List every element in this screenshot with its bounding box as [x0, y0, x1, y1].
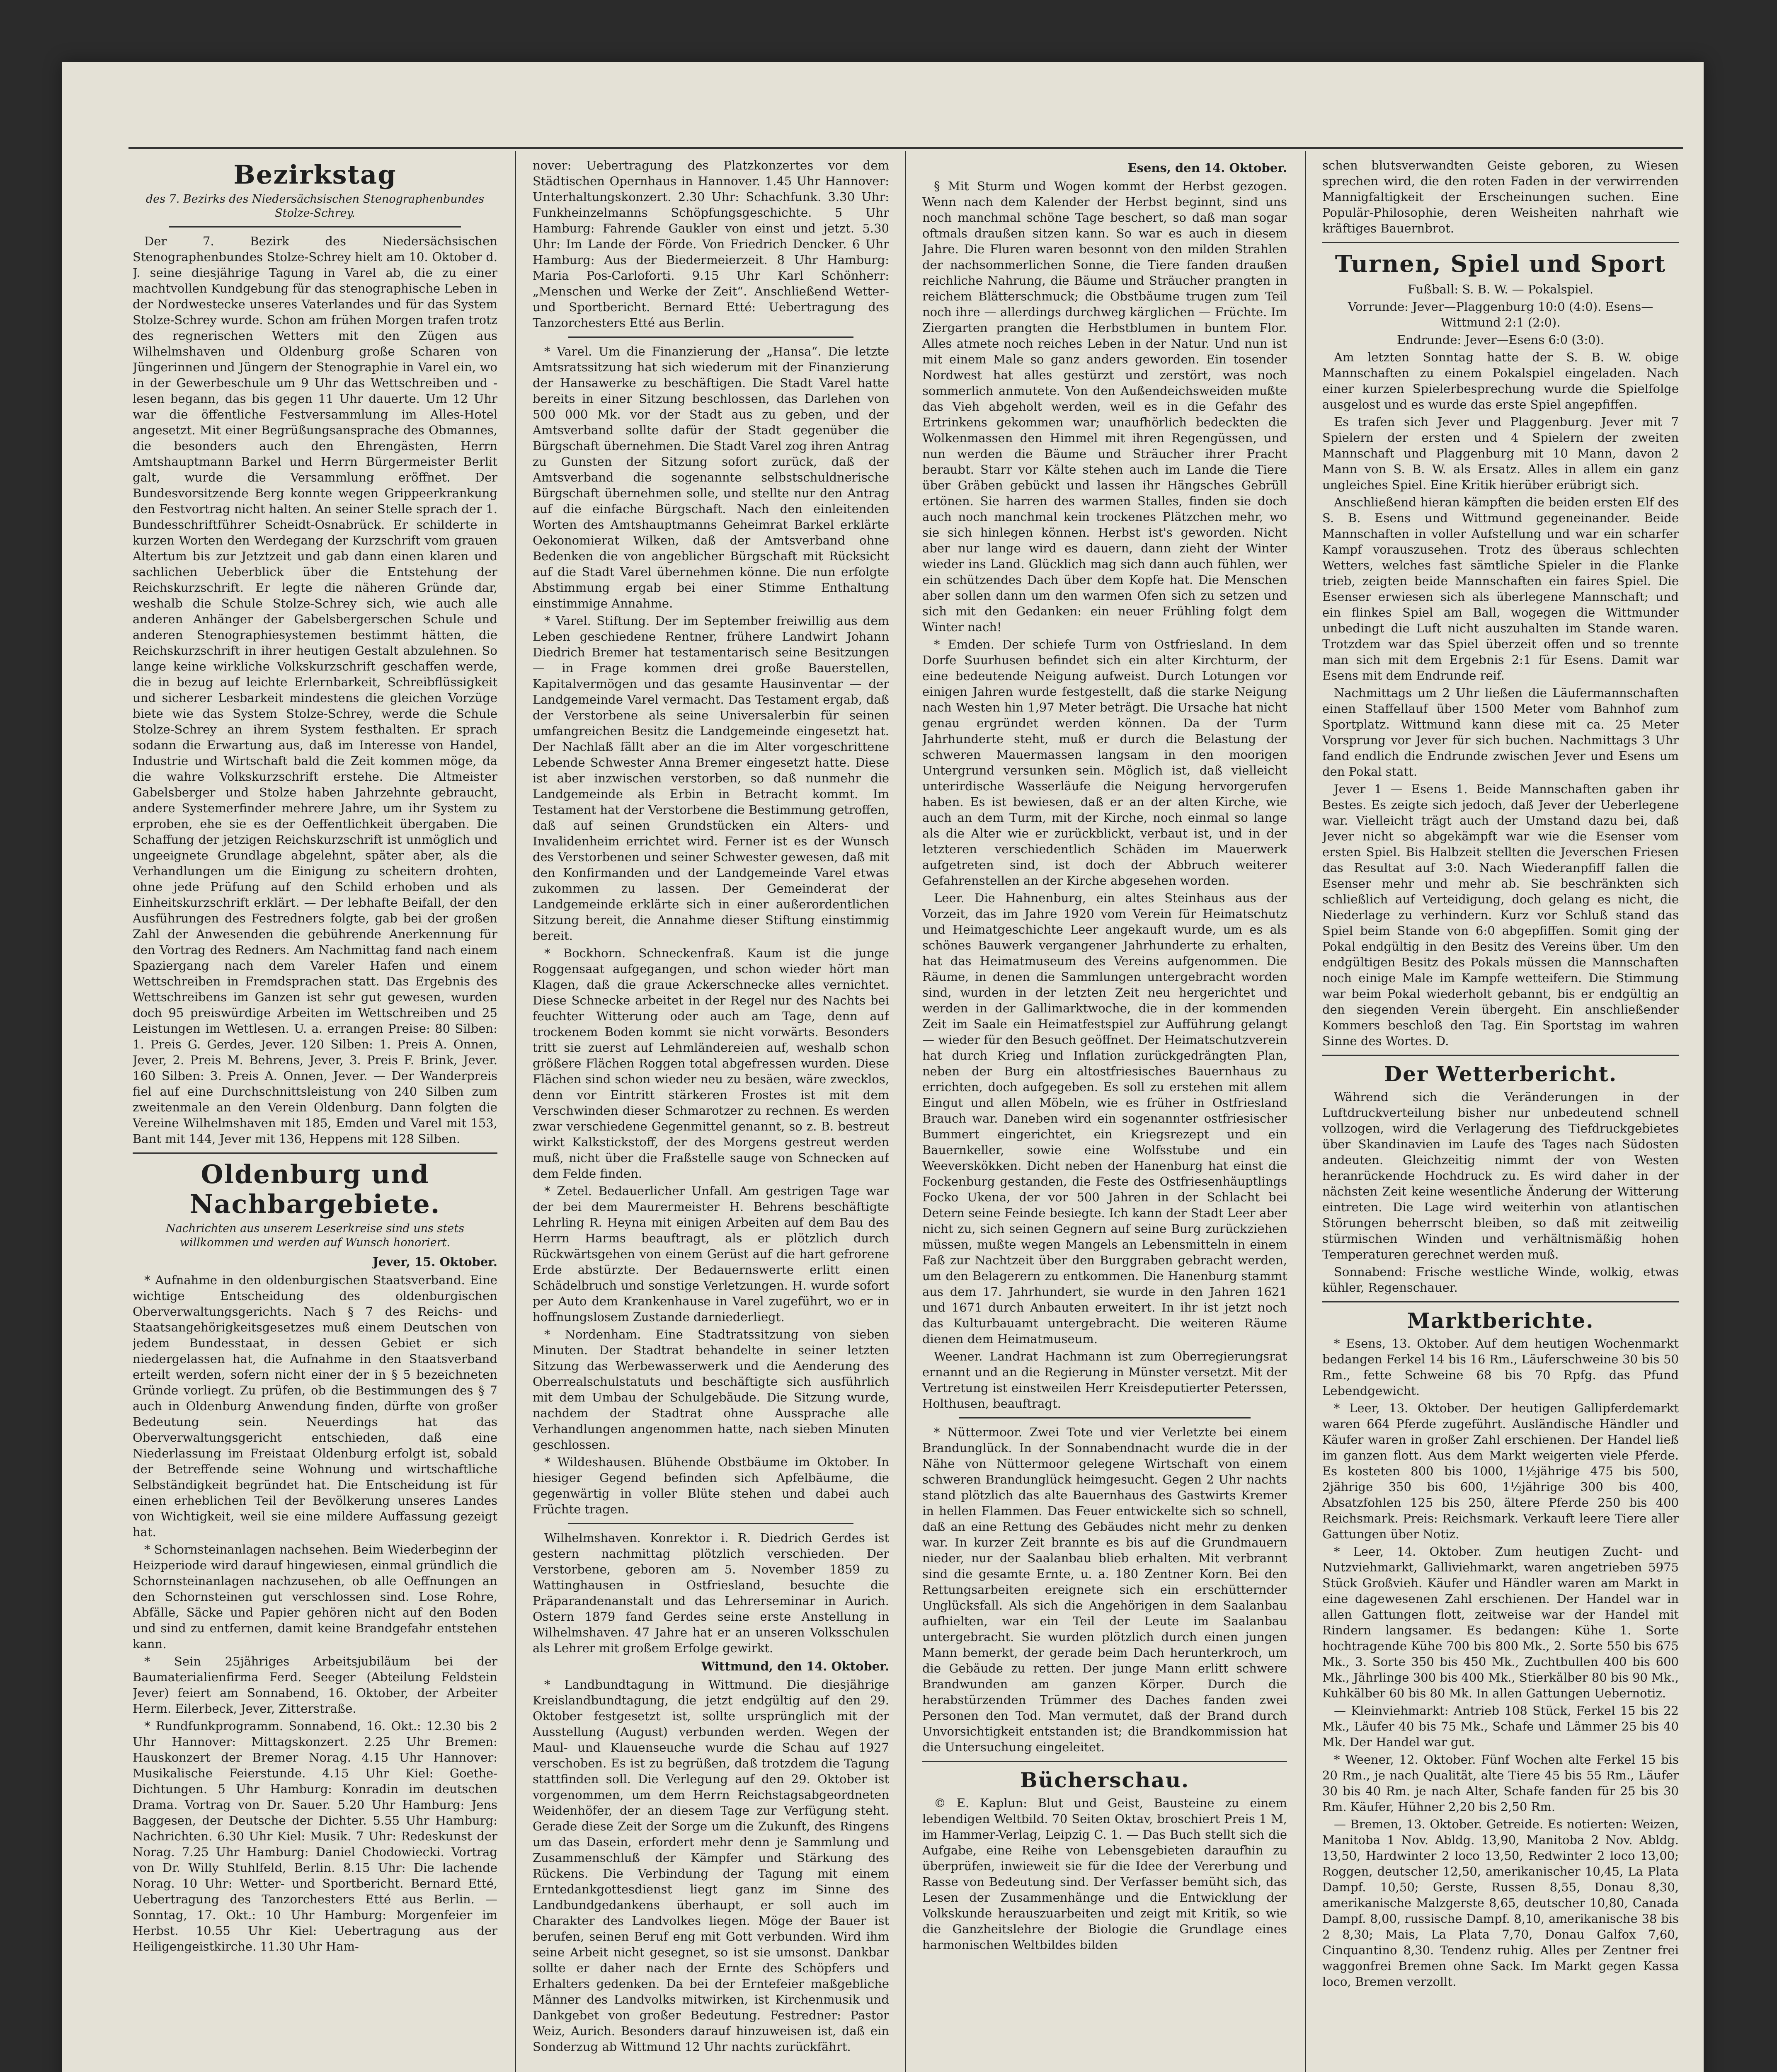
- column-rule-2: [905, 151, 906, 2072]
- top-rule: [128, 147, 1683, 149]
- markt-leer-vieh: * Leer, 14. Oktober. Zum heutigen Zucht- und Nutzviehmarkt, Galliviehmarkt, waren angetrieben 5975 Stück Großvieh. Käufer und Händler waren am Markt in eine dagewesenen Zahl erschienen. Der Handel war in allen Gattungen flott, zeitweise war der Handel mit Rindern langsamer. Es bedangen: Kühe 1. Sorte hochtragende Kühe 700 bis 800 Mk., 2. Sorte 550 bis 675 Mk., 3. Sorte 350 bis 450 Mk., Zuchtbullen 400 bis 600 Mk., Jährlinge 300 bis 400 Mk., Stierkälber 80 bis 90 Mk., Kuhkälber 60 bis 80 Mk. In allen Gattungen Uebernotiz.: [1322, 1544, 1679, 1700]
- headline-bezirkstag: Bezirkstag: [233, 160, 397, 190]
- article-nuettermoor: * Nüttermoor. Zwei Tote und vier Verletzte bei einem Brandunglück. In der Sonnabendnacht wurde die in der Nähe von Nüttermoor gelegene Wirtschaft von einem schweren Brandunglück heimgesucht. Gegen 2 Uhr nachts stand plötzlich das alte Bauernhaus des Gastwirts Kremer in hellen Flammen. Das Feuer entwickelte sich so schnell, daß an eine Rettung des Gebäudes nicht mehr zu denken war. In kurzer Zeit brannte es bis auf die Grundmauern nieder, nur der Saalanbau blieb erhalten. Mit verbrannt sind die gesamte Ernte, u. a. 180 Zentner Korn. Bei den Rettungsarbeiten ereignete sich ein erschütternder Unglücksfall. Als sich die Angehörigen in dem Saalanbau aufhielten, war ein Teil der Leute im Saalanbau untergebracht. Sie wurden plötzlich durch einen jungen Mann bemerkt, der gerade beim Dach herunterkroch, um die Gebäude zu retten. Der junge Mann erlitt schwere Brandwunden am ganzen Körper. Durch die herabstürzenden Trümmer des Daches fanden zwei Personen den Tod. Man vermutet, daß der Brand durch Unvorsichtigkeit entstanden ist; die Brandkommission hat die Untersuchung eingeleitet.: [922, 1425, 1287, 1754]
- article-emden: * Emden. Der schiefe Turm von Ostfriesland. In dem Dorfe Suurhusen befindet sich ein alter Kirchturm, der eine bedeutende Neigung aufweist. Durch Lotungen vor einigen Jahren wurde festgestellt, daß die starke Neigung nach Westen hin 1,97 Meter beträgt. Die Ursache hat nicht genau ergründet werden können. Da der Turm Jahrhunderte steht, muß er durch die Belastung der schweren Mauermassen langsam in den moorigen Untergrund versunken sein. Möglich ist, daß vielleicht unterirdische Wasserläufe die Neigung hervorgerufen haben. Es ist bewiesen, daß er an der alten Kirche, wie auch an dem Turm, mit der Kirche, noch einmal so lange als die Alter wie er zurückblickt, verbaut ist, und in der letzteren verschiedentlich Schäden im Mauerwerk aufgetreten sind, ist doch der Abbruch weiterer Gefahrenstellen an der Kirche abgesehen worden.: [922, 637, 1287, 888]
- article-sport-1: Am letzten Sonntag hatte der S. B. W. obige Mannschaften zu einem Pokalspiel eingeladen. Nach einer kurzen Spielerbesprechung wurde die Spielfolge ausgelost und es wurde das erste Spiel angepfiffen.: [1322, 350, 1679, 411]
- article-herbst: § Mit Sturm und Wogen kommt der Herbst gezogen. Wenn nach dem Kalender der Herbst beginnt, sind uns noch manchmal schöne Tage beschert, so daß man sogar oftmals draußen sitzen kann. So war es auch in diesem Jahre. Die Fluren waren besonnt von den milden Strahlen der nachsommerlichen Sonne, die Tiere fanden draußen reichliche Nahrung, die Bäume und Sträucher prangten in reichem Blätterschmuck; die Obstbäume trugen zum Teil noch ihre — allerdings durchweg kärglichen — Früchte. Im Ziergarten prangten die Herbstblumen in buntem Flor. Alles atmete noch reiches Leben in der Natur. Und nun ist mit einem Male so ganz anders geworden. Ein tosender Nordwest hat alles gestürzt und zerstört, was noch sommerlich anmutete. Von den Außendeichsweiden mußte das Vieh abgeholt werden, weil es in die Gefahr des Ertrinkens gekommen war; unaufhörlich bedeckten die Wolkenmassen den Himmel mit ihren Regengüssen, und nun werden die Bäume und Sträucher ihrer Pracht beraubt. Starr vor Kälte stehen auch im Lande die Tiere über Gräben gebückt und lassen ihr Hängsches Gebrüll ertönen. Sie harren des warmen Stalles, finden sie doch auch noch manchmal kein trockenes Plätzchen mehr, wo sie sich hinlegen können. Herbst ist's geworden. Nicht aber nur lange wird es dauern, dann zieht der Winter wieder ins Land. Glücklich mag sich dann auch fühlen, wer ein schützendes Dach über dem Kopfe hat. Die Menschen aber sollen dann um den warmen Ofen sich zu setzen und sich mit den Gedanken: ein neuer Frühling folgt dem Winter nach!: [922, 179, 1287, 634]
- subheadline-bezirkstag: des 7. Bezirks des Niedersächsischen Stenographenbundes Stolze-Schrey.: [145, 193, 485, 220]
- markt-kleinvieh: — Kleinviehmarkt: Antrieb 108 Stück, Ferkel 15 bis 22 Mk., Läufer 40 bis 75 Mk., Schafe und Lämmer 25 bis 40 Mk. Der Handel war gut.: [1322, 1704, 1679, 1749]
- article-buch-kaplun: © E. Kaplun: Blut und Geist, Bausteine zu einem lebendigen Weltbild. 70 Seiten Oktav, broschiert Preis 1 M, im Hammer-Verlag, Leipzig C. 1. — Das Buch stellt sich die Aufgabe, eine Reihe von Lebensgebieten daraufhin zu überprüfen, inwieweit sie für die Idee der Vererbung und Rasse von Bedeutung sind. Der Verfasser bemüht sich, das Lesen der Zusammenhänge und die Entwicklung der Volkskunde herauszuarbeiten und zeigt mit Kritik, so wie die Ganzheitslehre der Biologie die Grundlage eines harmonischen Weltbildes bilden: [922, 1796, 1287, 1952]
- article-sport-5: Jever 1 — Esens 1. Beide Mannschaften gaben ihr Bestes. Es zeigte sich jedoch, daß Jever der Ueberlegene war. Vielleicht trägt auch der Umstand dazu bei, daß Jever nicht so abgekämpft war wie die Esenser vom ersten Spiel. Bis Halbzeit stellten die Jeverschen Friesen das Resultat auf 3:0. Nach Wiederanpfiff fallen die Esenser mehr und mehr ab. Sie beschränkten sich schließlich auf Verteidigung, doch gelang es nicht, die Niederlage zu verhindern. Kurz vor Schluß stand das Spiel beim Stande von 6:0 abgepfiffen. Somit ging der Pokal endgültig in den Besitz des Vereins über. Um den endgültigen Besitz des Pokals müssen die Mannschaften noch einige Male im Kampfe wetteifern. Die Stimmung war beim Pokal wiederholt gebannt, bis er endgültig an den siegenden Verein übergeht. Ein anschließender Kommers beschloß den Tag. Ein Sportstag im wahren Sinne des Wortes. D.: [1322, 782, 1679, 1048]
- markt-bremen: — Bremen, 13. Oktober. Getreide. Es notierten: Weizen, Manitoba 1 Nov. Abldg. 13,90, Manitoba 2 Nov. Abldg. 13,50, Hardwinter 2 loco 13,50, Redwinter 2 loco 13,00; Roggen, deutscher 12,50, amerikanischer 10,45, La Plata Dampf. 10,50; Gerste, Russen 8,55, Donau 8,30, amerikanische Malzgerste 8,65, deutscher 10,80, Canada Dampf. 8,00, russische Dampf. 8,10, amerikanische 38 bis 2 8,30; Mais, La Plata 7,70, Donau Galfox 7,60, Cinquantino 8,30. Tendenz ruhig. Alles per Zentner frei waggonfrei Bremen ohne Sack. Im Markt gegen Kassa loco, Bremen verzollt.: [1322, 1817, 1679, 1989]
- article-wildeshausen: * Wildeshausen. Blühende Obstbäume im Oktober. In hiesiger Gegend befinden sich Apfelbäume, die gegenwärtig in voller Blüte stehen und dabei auch Früchte tragen.: [533, 1455, 889, 1516]
- column-2: [533, 157, 889, 2072]
- section-headline-wetter: Der Wetterbericht.: [1384, 1062, 1617, 1086]
- article-varel-hansa: * Varel. Um die Finanzierung der „Hansa“. Die letzte Amtsratssitzung hat sich wiederum mit der Finanzierung der Hansawerke zu beschäftigen. Die Stadt Varel hatte bereits in einer Sitzung beschlossen, das Darlehen von 500 000 Mk. vor der Stadt aus zu geben, und der Amtsverband sollte dafür der Stadt gegenüber die Bürgschaft übernehmen. Die Stadt Varel zog ihren Antrag zu Gunsten der Sitzung sofort zurück, daß der Amtsverband die sogenannte selbstschuldnerische Bürgschaft übernehmen solle, und stellte nur den Antrag auf die einfache Bürgschaft. Nach den einleitenden Worten des Amtshauptmanns Geheimrat Barkel erklärte Oekonomierat Wilken, daß der Amtsverband ohne Bedenken die von angeblicher Bürgschaft mit Rücksicht auf die Stadt Varel übernehmen könne. Die nun erfolgte Abstimmung ergab bei einer Stimme Enthaltung einstimmige Annahme.: [533, 344, 889, 610]
- section-headline-sport: Turnen, Spiel und Sport: [1335, 250, 1666, 278]
- separator: [1322, 242, 1679, 243]
- column-1: [133, 157, 497, 2072]
- column-4: [1322, 157, 1679, 2072]
- article-weener: Weener. Landrat Hachmann ist zum Oberregierungsrat ernannt und an die Regierung in Münster versetzt. Mit der Vertretung ist einstweilen Herr Kreisdeputierter Peterssen, Holthusen, beauftragt.: [922, 1349, 1287, 1411]
- article-rundfunk: * Rundfunkprogramm. Sonnabend, 16. Okt.: 12.30 bis 2 Uhr Hannover: Mittagskonzert. 2.25 Uhr Bremen: Hauskonzert der Bremer Norag. 4.15 Uhr Hannover: Musikalische Feierstunde. 4.15 Uhr Kiel: Goethe-Dichtungen. 5 Uhr Hamburg: Konradin im deutschen Drama. Vortrag von Dr. Sauer. 5.20 Uhr Hamburg: Jens Baggesen, der Deutsche der Dichter. 5.55 Uhr Hamburg: Nachrichten. 6.30 Uhr Kiel: Musik. 7 Uhr: Redeskunst der Norag. 7.25 Uhr Hamburg: Daniel Chodowiecki. Vortrag von Dr. Willy Stuhlfeld, Berlin. 8.15 Uhr: Die lachende Norag. 10 Uhr: Wetter- und Sportbericht. Bernard Etté, Uebertragung des Tanzorchesters Etté aus Berlin. — Sonntag, 17. Okt.: 10 Uhr Hamburg: Morgenfeier im Herbst. 10.55 Uhr Kiel: Uebertragung aus der Heiligengeistkirche. 11.30 Uhr Ham-: [133, 1719, 497, 1953]
- section-headline-markt: Marktberichte.: [1407, 1308, 1594, 1333]
- separator: [959, 1417, 1251, 1418]
- article-bezirkstag: Der 7. Bezirk des Niedersächsischen Stenographenbundes Stolze-Schrey hielt am 10. Oktober d. J. seine diesjährige Tagung in Varel ab, die zu einer machtvollen Kundgebung für das stenographische Leben in der Nordwestecke unseres Vaterlandes und für das System Stolze-Schrey wurde. Schon am frühen Morgen trafen trotz des regnerischen Wetters mit den Zügen aus Wilhelmshaven und Oldenburg große Scharen von Jüngerinnen und Jüngern der Stenographie in Varel ein, wo in der Gewerbeschule um 9 Uhr das Wettschreiben und -lesen begann, das bis gegen 11 Uhr dauerte. Um 12 Uhr war die öffentliche Festversammlung im Alles-Hotel angesetzt. Mit einer Begrüßungsansprache des Obmannes, die besonders auch den Ehrengästen, Herrn Amtshauptmann Barkel und Herrn Bürgermeister Berlit galt, wurde die Versammlung eröffnet. Der Bundesvorsitzende Berg konnte wegen Grippeerkrankung den Festvortrag nicht halten. An seiner Stelle sprach der 1. Bundesschriftführer Scheidt-Osnabrück. Er schilderte in kurzen Worten den Werdegang der Kurzschrift vom grauen Altertum bis zur Jetztzeit und gab dann einen klaren und sachlichen Ueberblick über die Entstehung der Reichskurzschrift. Er legte die näheren Gründe dar, weshalb die Schule Stolze-Schrey sich, wie auch alle anderen Anhänger der Gabelsbergerschen Schule und anderen Stenographiesystemen bestimmt hätten, die Reichskurzschrift in ihrer heutigen Gestalt abzulehnen. So lange keine wirkliche Volkskurzschrift geschaffen werde, die in bezug auf leichte Erlernbarkeit, Schreibflüssigkeit und sicherer Lesbarkeit mindestens die gleichen Vorzüge biete wie das System Stolze-Schrey, werde die Schule Stolze-Schrey an ihrem System festhalten. Er sprach sodann die Erwartung aus, daß im Interesse von Handel, Industrie und Wirtschaft bald die Zeit kommen möge, da die wahre Volkskurzschrift erstehe. Die Altmeister Gabelsberger und Stolze haben Jahrzehnte gebraucht, andere Systemerfinder mehrere Jahre, um ihr System zu erproben, ehe sie es der Oeffentlichkeit übergaben. Die Schaffung der jetzigen Reichskurzschrift ist unmöglich und ungeeignete Grundlage abgelehnt, später aber, als die Verhandlungen um die Einigung zu scheitern drohten, ohne jede Prüfung auf den Schild erhoben und als Einheitskurzschrift erklärt. — Der lebhafte Beifall, der den Ausführungen des Festredners folgte, gab bei der großen Zahl der Anwesenden die gebührende Anerkennung für den Vortrag des Redners. Am Nachmittag fand nach einem Spaziergang nach dem Vareler Hafen und einem Wettschreiben in Fremdsprachen statt. Das Ergebnis des Wettschreibens im Ganzen ist sehr gut gewesen, wurden doch 95 preiswürdige Arbeiten im Wettschreiben und 25 Leistungen im Wettlesen. U. a. errangen Preise: 80 Silben: 1. Preis G. Gerdes, Jever. 120 Silben: 1. Preis A. Onnen, Jever, 2. Preis M. Behrens, Jever, 3. Preis F. Brink, Jever. 160 Silben: 3. Preis A. Onnen, Jever. — Der Wanderpreis fiel auf eine Durchschnittsleistung von 240 Silben zum zweitenmale an den Verein Oldenburg. Dann folgten die Vereine Wilhelmshaven mit 185, Emden und Varel mit 153, Bant mit 144, Jever mit 136, Heppens mit 128 Silben.: [133, 234, 497, 1146]
- markt-weener: * Weener, 12. Oktober. Fünf Wochen alte Ferkel 15 bis 20 Rm., je nach Qualität, alte Tiere 45 bis 55 Rm., Läufer 30 bis 40 Rm. je nach Alter, Schafe fanden für 25 bis 30 Rm. Käufer, Hühner 2,20 bis 2,50 Rm.: [1322, 1752, 1679, 1814]
- markt-leer-pferde: * Leer, 13. Oktober. Der heutigen Gallipferdemarkt waren 664 Pferde zugeführt. Ausländische Händler und Käufer waren in großer Zahl erschienen. Der Handel ließ im ganzen flott. Aus dem Markt weigerten viele Pferde. Es kosteten 800 bis 1000, 1½jährige 475 bis 500, 2jährige 350 bis 600, 1½jährige 300 bis 400, Absatzfohlen 125 bis 250, ältere Pferde 250 bis 400 Reichsmark. Preis: Reichsmark. Verkauft leere Tiere aller Gattungen über Notiz.: [1322, 1401, 1679, 1541]
- article-schornstein: * Schornsteinanlagen nachsehen. Beim Wiederbeginn der Heizperiode wird darauf hingewiesen, einmal gründlich die Schornsteinanlagen nachzusehen, ob alle Oeffnungen an den Schornsteinen gut verschlossen sind. Lose Rohre, Abfälle, Säcke und Papier gehören nicht auf den Boden und sind zu entfernen, damit keine Brandgefahr entstehen kann.: [133, 1542, 497, 1651]
- dateline-jever: Jever, 15. Oktober.: [373, 1255, 497, 1269]
- column-rule-3: [1305, 151, 1306, 2072]
- article-rundfunk-cont: nover: Uebertragung des Platzkonzertes vor dem Städtischen Opernhaus in Hannover. 1.45 Uhr Hannover: Unterhaltungskonzert. 2.30 Uhr: Schachfunk. 3.30 Uhr: Funkheinzelmanns Schöpfungsgeschichte. 5 Uhr Hamburg: Fahrende Gaukler von einst und jetzt. 5.30 Uhr: Im Lande der Förde. Von Friedrich Dencker. 6 Uhr Hamburg: Aus der Biedermeierzeit. 8 Uhr Hamburg: Maria Pos-Carloforti. 9.15 Uhr Karl Schönherr: „Menschen und Werke der Zeit“. Anschließend Wetter- und Sportbericht. Bernard Etté: Uebertragung des Tanzorchesters Etté aus Berlin.: [533, 158, 889, 330]
- article-staatsverband: * Aufnahme in den oldenburgischen Staatsverband. Eine wichtige Entscheidung des oldenburgischen Oberverwaltungsgerichts. Nach § 7 des Reichs- und Staatsangehörigkeitsgesetzes muß einem Deutschen von jedem Bundesstaat, in dessen Gebiet er sich niedergelassen hat, die Aufnahme in den Staatsverband erteilt werden, sofern nicht einer der in § 5 bezeichneten Gründe vorliegt. Zu prüfen, ob die Bestimmungen des § 7 auch in Oldenburg Anwendung finden, dürfte von großer Bedeutung sein. Neuerdings hat das Oberverwaltungsgericht entschieden, daß eine Niederlassung im Freistaat Oldenburg erfolgt ist, sobald der Betreffende seine Wohnung und wirtschaftliche Selbständigkeit begründet hat. Die Entscheidung ist für einen erheblichen Teil der Bevölkerung unseres Landes von Wichtigkeit, weil sie eine mildere Auffassung gezeigt hat.: [133, 1273, 497, 1539]
- article-nordenham: * Nordenham. Eine Stadtratssitzung von sieben Minuten. Der Stadtrat behandelte in seiner letzten Sitzung das Werbewasserwerk und die Aenderung des Oberrealschulstatuts und beschäftigte sich ausführlich mit dem Umbau der Schulgebäude. Die Sitzung wurde, nachdem der Stadtrat ohne Aussprache alle Verhandlungen angenommen hatte, nach sieben Minuten geschlossen.: [533, 1327, 889, 1452]
- markt-esens: * Esens, 13. Oktober. Auf dem heutigen Wochenmarkt bedangen Ferkel 14 bis 16 Rm., Läuferschweine 30 bis 50 Rm., fette Schweine 68 bis 70 Rpfg. das Pfund Lebendgewicht.: [1322, 1336, 1679, 1398]
- article-wilhelmshaven: Wilhelmshaven. Konrektor i. R. Diedrich Gerdes ist gestern nachmittag plötzlich verschieden. Der Verstorbene, geboren am 5. November 1859 zu Wattinghausen in Ostfriesland, besuchte die Präparandenanstalt und das Lehrerseminar in Aurich. Ostern 1879 fand Gerdes seine erste Anstellung in Wilhelmshaven. 47 Jahre hat er an unseren Volksschulen als Lehrer mit großem Erfolge gewirkt.: [533, 1531, 889, 1655]
- sport-endrunde: Endrunde: Jever—Esens 6:0 (3:0).: [1397, 333, 1604, 347]
- article-bockhorn: * Bockhorn. Schneckenfraß. Kaum ist die junge Roggensaat aufgegangen, und schon wieder hört man Klagen, daß die graue Ackerschnecke alles vernichtet. Diese Schnecke arbeitet in der Regel nur des Nachts bei feuchter Witterung oder auch am Tage, denn auf trockenem Boden kommt sie nicht vorwärts. Besonders tritt sie zuerst auf Lehmländereien auf, weshalb schon größere Flächen Roggen total abgefressen wurden. Diese Flächen sind schon wieder neu zu besäen, wäre zwecklos, denn vor Eintritt stärkeren Frostes ist mit dem Verschwinden dieser Schmarotzer zu rechnen. Es werden zwar verschiedene Gegenmittel genannt, so z. B. bestreut wirkt Kalkstickstoff, der des Morgens gestreut werden muß, nicht über die Fraßstelle sauge von Schnecken auf dem Felde finden.: [533, 946, 889, 1181]
- dateline-esens: Esens, den 14. Oktober.: [1127, 161, 1287, 175]
- article-sport-3: Anschließend hieran kämpften die beiden ersten Elf des S. B. Esens und Wittmund gegeneinander. Beide Mannschaften in voller Aufstellung und war ein scharfer Kampf vorauszusehen. Trotz des überaus schlechten Wetters, welches fast sämtliche Spieler in die Flanke trieb, zeigten beide Mannschaften ein faires Spiel. Die Esenser erwiesen sich als überlegene Mannschaft; und ein flinkes Spiel am Ball, wogegen die Wittmunder unbedingt die Luft nicht auszuhalten im Stande waren. Trotzdem war das Spiel überzeit offen und so trennte man sich mit dem Ergebnis 2:1 für Esens. Damit war Esens mit dem Endrunde reif.: [1322, 495, 1679, 683]
- separator: [568, 336, 853, 338]
- dateline-wittmund: Wittmund, den 14. Oktober.: [701, 1659, 889, 1673]
- separator: [1322, 1055, 1679, 1056]
- section-headline-oldenburg: Oldenburg und Nachbargebiete.: [189, 1159, 441, 1219]
- separator: [568, 1523, 853, 1524]
- sport-vorrunde: Vorrunde: Jever—Plaggenburg 10:0 (4:0). Esens—Wittmund 2:1 (2:0).: [1348, 300, 1653, 329]
- separator: [169, 226, 461, 228]
- separator: [922, 1761, 1287, 1762]
- newspaper-page: [62, 62, 1704, 2072]
- article-zetel: * Zetel. Bedauerlicher Unfall. Am gestrigen Tage war der bei dem Maurermeister H. Behrens beschäftigte Lehrling R. Heyna mit einigen Arbeiten auf dem Bau des Herrn Harms beauftragt, als er plötzlich durch Rückwärtsgehen von einem Gerüst auf die hart gefrorene Erde abstürzte. Der Bedauernswerte erlitt einen Schädelbruch und sonstige Verletzungen. H. wurde sofort per Auto dem Krankenhause in Varel zugeführt, wo er in hoffnungslosem Zustande darniederliegt.: [533, 1184, 889, 1324]
- article-buch-cont: schen blutsverwandten Geiste geboren, zu Wiesen sprechen wird, die den roten Faden in der verwirrenden Mannigfaltigkeit der Erscheinungen suchen. Eine Populär-Philosophie, deren Weisheiten nahrhaft wie kräftiges Bauernbrot.: [1322, 158, 1679, 235]
- sport-pokal-title: Fußball: S. B. W. — Pokalspiel.: [1407, 282, 1594, 296]
- article-varel-stiftung: * Varel. Stiftung. Der im September freiwillig aus dem Leben geschiedene Rentner, frühere Landwirt Johann Diedrich Bremer hat testamentarisch seine Besitzungen — in Frage kommen drei große Bauerstellen, Kapitalvermögen und das gesamte Hausinventar — der Landgemeinde Varel vermacht. Das Testament ergab, daß der Verstorbene als seine Universalerbin für seinen umfangreichen Besitz die Landgemeinde eingesetzt hat. Der Nachlaß fällt aber an die im Alter vorgeschrittene Lebende Schwester Anna Bremer eingesetzt hatte. Diese ist aber inzwischen verstorben, so daß nunmehr die Landgemeinde als Erbin in Betracht kommt. Im Testament hat der Verstorbene die Bestimmung getroffen, daß auf seinen Grundstücken ein Alters- und Invalidenheim errichtet wird. Ferner ist es der Wunsch des Verstorbenen und seiner Schwester gewesen, daß mit den Konfirmanden und der Landgemeinde Varel etwas zukommen zu lassen. Der Gemeinderat der Landgemeinde erklärte sich in einer außerordentlichen Sitzung bereit, die Annahme dieser Stiftung einstimmig bereit.: [533, 614, 889, 943]
- column-rule-1: [515, 151, 516, 2072]
- column-3: [922, 157, 1287, 2072]
- article-sport-4: Nachmittags um 2 Uhr ließen die Läufermannschaften einen Staffellauf über 1500 Meter vom Bahnhof zum Sportplatz. Wittmund kann diese mit ca. 25 Meter Vorsprung vor Jever für sich buchen. Nachmittags 3 Uhr fand endlich die Endrunde zwischen Jever und Esens um den Pokal statt.: [1322, 686, 1679, 779]
- section-headline-buecherschau: Bücherschau.: [1020, 1768, 1190, 1792]
- article-sport-2: Es trafen sich Jever und Plaggenburg. Jever mit 7 Spielern der ersten und 4 Spielern der zweiten Mannschaft und Plaggenburg mit 10 Mann, davon 2 Mann von S. B. W. als Ersatz. Alles in allem ein ganz ungleiches Spiel. Eine Kritik hierüber erübrigt sich.: [1322, 415, 1679, 492]
- article-landbund: * Landbundtagung in Wittmund. Die diesjährige Kreislandbundtagung, die jetzt endgültig auf den 29. Oktober festgesetzt ist, sollte ursprünglich mit der Ausstellung (August) verbunden werden. Wegen der Maul- und Klauenseuche wurde die Schau auf 1927 verschoben. Es ist zu begrüßen, daß trotzdem die Tagung stattfinden soll. Die Verlegung auf den 29. Oktober ist vorgenommen, um dem Herrn Reichstagsabgeordneten Weidenhöfer, der an diesem Tage zur Verfügung steht. Gerade diese Zeit der Sorge um die Zukunft, des Ringens um das Dasein, erfordert mehr denn je Sammlung und Zusammenschluß der Kämpfer und Stärkung des Rückens. Die Verbindung der Tagung mit einem Erntedankgottesdienst liegt ganz im Sinne des Landbundgedankens überhaupt, er soll auch im Charakter des Landvolkes liegen. Möge der Bauer ist berufen, seinen Beruf eng mit Gott verbunden. Wird ihm seine Arbeit nicht gesegnet, so ist sie umsonst. Dankbar sollte er daher nach der Ernte des Schöpfers und Erhalters gedenken. Da bei der Erntefeier maßgebliche Männer des Landvolks mitwirken, ist Kirchenmusik und Dankgebet von großer Bedeutung. Festredner: Pastor Weiz, Aurich. Besonders darauf hinzuweisen ist, daß ein Sonderzug ab Wittmund 12 Uhr nachts zurückfährt.: [533, 1677, 889, 2054]
- article-jubilaeum: * Sein 25jähriges Arbeitsjubiläum bei der Baumaterialienfirma Ferd. Seeger (Abteilung Feldstein Jever) feiert am Sonnabend, 16. Oktober, der Arbeiter Herm. Eilerbeck, Jever, Zitterstraße.: [133, 1654, 497, 1716]
- separator: [1322, 1301, 1679, 1302]
- section-note: Nachrichten aus unserem Leserkreise sind uns stets willkommen und werden auf Wunsch honoriert.: [166, 1222, 464, 1249]
- article-leer-hahnenburg: Leer. Die Hahnenburg, ein altes Steinhaus aus der Vorzeit, das im Jahre 1920 vom Verein für Heimatschutz und Heimatgeschichte Leer angekauft wurde, um es als schönes Bauwerk vergangener Jahrhunderte zu erhalten, hat das Heimatmuseum des Vereins aufgenommen. Die Räume, in denen die Sammlungen untergebracht worden sind, wurden in der letzten Zeit neu hergerichtet und werden in der Gallimarktwoche, die in der kommenden Zeit im Saale ein Heimatfestspiel zur Aufführung gelangt — wieder für den Besuch geöffnet. Der Heimatschutzverein hat durch Krieg und Inflation zurückgedrängten Plan, neben der Burg ein altostfriesisches Bauernhaus zu errichten, doch aufgegeben. Es soll zu erstehen mit allem Eingut und allen Möbeln, wie es früher in Ostfriesland Brauch war. Daneben wird ein sogenannter ostfriesischer Bummert eingerichtet, ein Kriegsrezept und ein Bauernkeller, sowie eine Wolfsstube und ein Weeverskökken. Dicht neben der Hanenburg hat einst die Fockenburg gestanden, die Feste des Ostfriesenhäuptlings Focko Ukena, der vor 500 Jahren in der Schlacht bei Detern seine Feinde besiegte. Ich kann der Stadt Leer aber nicht zu, sich seinen Gegnern auf seine Burg zurückziehen müssen, mußte wegen Mangels an Lebensmitteln in einem Faß zur Nachtzeit über den Burggraben gebracht werden, um den Belagerern zu entkommen. Die Hanenburg stammt aus dem 17. Jahrhundert, sie wurde in den Jahren 1621 und 1671 durch Anbauten erweitert. In ihr ist jetzt noch das Kulturbauamt untergebracht. Die weiteren Räume dienen dem Heimatmuseum.: [922, 891, 1287, 1346]
- separator: [133, 1152, 497, 1154]
- wetter-sonnabend: Sonnabend: Frische westliche Winde, wolkig, etwas kühler, Regenschauer.: [1322, 1265, 1679, 1295]
- article-wetter: Während sich die Veränderungen in der Luftdruckverteilung bisher nur unbedeutend schnell vollzogen, wird die Verlagerung des Tiefdruckgebietes über Skandinavien im Laufe des Tages nach Südosten andeuten. Gleichzeitig nimmt der von Westen heranrückende Hochdruck zu. Es wird daher in der nächsten Zeit keine wesentliche Änderung der Witterung eintreten. Die Lage wird weiterhin von atlantischen Störungen beherrscht bleiben, so daß mit zeitweilig stürmischen Winden und verhältnismäßig hohen Temperaturen gerechnet werden muß.: [1322, 1090, 1679, 1261]
